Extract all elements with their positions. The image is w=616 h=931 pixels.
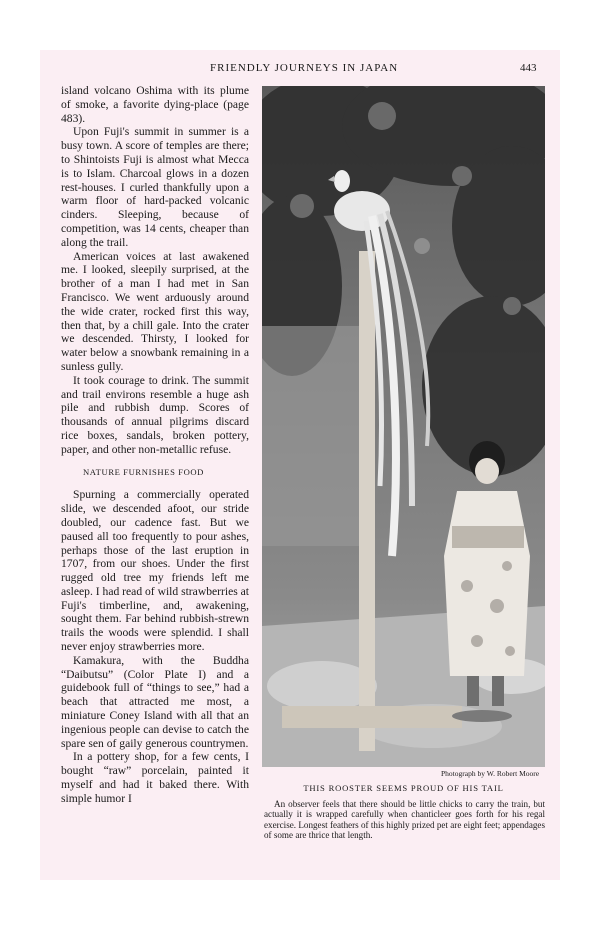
caption-title: THIS ROOSTER SEEMS PROUD OF HIS TAIL — [303, 783, 504, 793]
article-column — [61, 84, 249, 806]
paragraph: In a pottery shop, for a few cents, I bought “raw” porcelain, painted it myself and had it baked there. With simple humor I — [61, 750, 249, 805]
paragraph: Upon Fuji's summit in summer is a busy town. A score of temples are there; to Shintoists Fuji is almost what Mecca is to Islam. Charcoal glows in a dozen rest-houses. I curled thankfully upon a warm floor of hard-packed volcanic cinders. Sleeping, because of competition, was 14 cents, cheaper than along the trail. — [61, 125, 249, 249]
paragraph: Kamakura, with the Buddha “Daibutsu” (Color Plate I) and a guidebook full of “things to see,” had a beach that attracted me most, a miniature Coney Island with all that an ingenious people can devise to catch the spare sen of gaily generous countrymen. — [61, 653, 249, 750]
paragraph: Spurning a commercially operated slide, we descended afoot, our stride doubled, our cadence fast. But we paused all too frequently to pour ashes, perhaps those of the last eruption in 1707, from our shoes. Under the first rugged old tree my friends left me asleep. I had read of wild strawberries at Fuji's timberline, and, awakening, sought them. Far behind rubbish-strewn trails the woods were splendid. I shall never enjoy strawberries more. — [61, 488, 249, 654]
page-number: 443 — [520, 62, 537, 74]
paragraph: American voices at last awakened me. I looked, sleepily surprised, at the brother of a man I had met in San Francisco. We went arduously around the wide crater, rocked first this way, then that, by a chill gale. Into the crater we descended. Thirsty, I looked for water below a snowbank remaining in a sunless gully. — [61, 249, 249, 373]
section-subheading: NATURE FURNISHES FOOD — [83, 466, 204, 477]
photo-credit: Photograph by W. Robert Moore — [441, 769, 540, 778]
paragraph: It took courage to drink. The summit and trail environs resemble a huge ash pile and rubbish dump. Scores of thousands of annual pilgrims discard rice boxes, sandals, broken pottery, paper, and other non-metallic refuse. — [61, 373, 249, 456]
paragraph: island volcano Oshima with its plume of smoke, a favorite dying-place (page 483). — [61, 84, 249, 125]
running-head: FRIENDLY JOURNEYS IN JAPAN — [210, 62, 399, 74]
caption-text: An observer feels that there should be little chicks to carry the train, but actually it is wrapped carefully when chanticleer goes forth for his regal exercise. Longest feathers of this highly prized pet are eight feet; appendages of some are thrice that length. — [264, 799, 545, 841]
photograph-rooster-and-girl — [262, 86, 545, 767]
